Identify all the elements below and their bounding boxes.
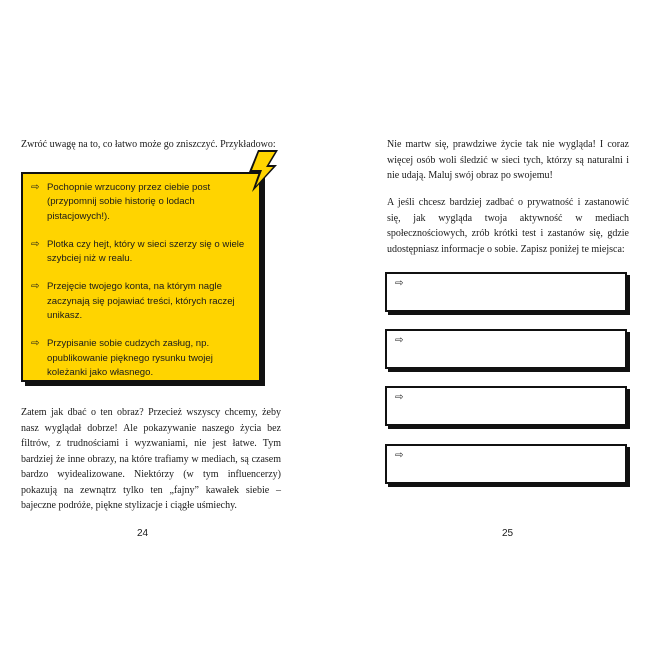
list-item-text: Przypisanie sobie cudzych zasług, np. opublikowanie pięknego rysunku twojej koleżanki jako własnego. <box>47 338 213 378</box>
body-paragraph: Nie martw się, prawdziwe życie tak nie wygląda! I coraz więcej osób woli śledzić w sieci tych, którzy są naturalni i nie udają. Maluj swój obraz po swojemu! <box>387 139 629 181</box>
body-paragraph: Zatem jak dbać o ten obraz? Przecież wszyscy chcemy, żeby nasz wyglądał dobrze! Ale pokazywanie naszego życia bez filtrów, z trudnościami i wyzwaniami, nie jest łatwe. Tym bardziej że inne obrazy, na które trafiamy w mediach, są czasem bardzo wyidealizowane. Niektórzy (w tym influencerzy) pokazują na zewnątrz tylko ten „fajny” kawałek siebie – bajeczne podróże, piękne stylizacje i ciągłe uśmiechy. <box>21 407 281 511</box>
list-item-text: Przejęcie twojego konta, na którym nagle zaczynają się pojawiać treści, których raczej unikasz. <box>47 281 235 322</box>
arrow-right-icon: ⇨ <box>395 335 404 346</box>
list-item <box>31 337 251 380</box>
list-item <box>31 238 251 267</box>
body-paragraph: A jeśli chcesz bardziej zadbać o prywatność i zastanowić się, jak wygląda twoja aktywność w mediach społecznościowych, zrób krótki test i zastanów się, gdzie udostępniasz informacje o sobie. Zapisz poniżej te miejsca: <box>387 197 629 255</box>
lightning-bolt-icon <box>244 149 280 193</box>
write-in-box[interactable] <box>385 444 627 484</box>
arrow-right-icon: ⇨ <box>395 392 404 403</box>
arrow-right-icon: ⇨ <box>31 238 40 250</box>
intro-text: Zwróć uwagę na to, co łatwo może go zniszczyć. Przykładowo: <box>21 139 276 150</box>
write-in-box[interactable] <box>385 329 627 369</box>
write-in-box[interactable] <box>385 272 627 312</box>
page-number: 24 <box>137 528 149 539</box>
arrow-right-icon: ⇨ <box>395 450 404 461</box>
list-item <box>31 280 251 323</box>
arrow-right-icon: ⇨ <box>395 278 404 289</box>
arrow-right-icon: ⇨ <box>31 338 40 350</box>
list-item-text: Pochopnie wrzucony przez ciebie post (przypomnij sobie historię o lodach pistacjowych!). <box>47 182 211 222</box>
arrow-right-icon: ⇨ <box>31 281 40 293</box>
list-item <box>31 181 251 224</box>
right-page <box>325 0 650 650</box>
write-in-box[interactable] <box>385 386 627 426</box>
list-item-text: Plotka czy hejt, który w sieci szerzy się o wiele szybciej niż w realu. <box>47 238 245 265</box>
examples-box <box>21 172 261 382</box>
arrow-right-icon: ⇨ <box>31 182 40 193</box>
page-number: 25 <box>502 528 514 539</box>
